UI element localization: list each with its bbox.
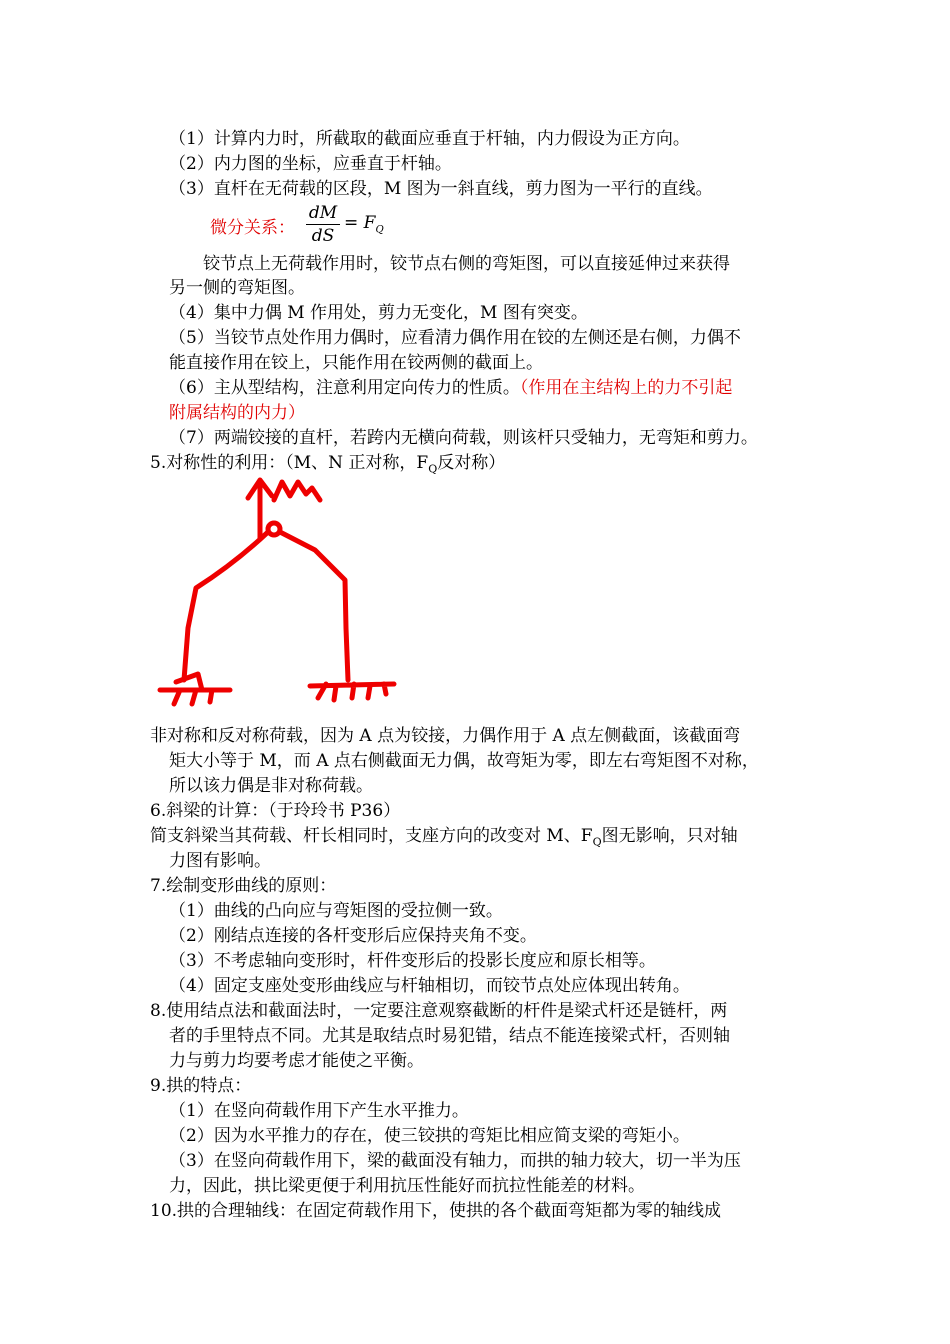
item-4: （4）集中力偶 M 作用处，剪力无变化，M 图有突变。 [169,303,588,323]
rule-1: （1）曲线的凸向应与弯矩图的受拉侧一致。 [169,901,503,921]
section-10-heading: 10.拱的合理轴线：在固定荷载作用下，使拱的各个截面弯矩都为零的轴线成 [150,1201,722,1221]
item-2: （2）内力图的坐标，应垂直于杆轴。 [169,154,452,174]
inclined-beam-1: 简支斜梁当其荷载、杆长相同时，支座方向的改变对 M、$F_Q$图无影响，只对轴 [150,826,738,849]
fraction-bar [306,224,340,225]
item-6-red-note: （作用在主结构上的力不引起 [519,378,733,398]
left-frame [184,532,268,680]
moment-symbol [248,480,320,538]
rule-2: （2）刚结点连接的各杆变形后应保持夹角不变。 [169,926,537,946]
formula-numerator: dM [308,203,338,223]
item-6a: （6）主从型结构，注意利用定向传力的性质。（作用在主结构上的力不引起 [169,378,733,398]
section-7-heading: 7.绘制变形曲线的原则： [150,876,337,896]
asym-load-1: 非对称和反对称荷载，因为 A 点为铰接，力偶作用于 A 点左侧截面，该截面弯 [150,726,741,746]
section-9-heading: 9.拱的特点： [150,1076,252,1096]
item-5b: 能直接作用在铰上，只能作用在铰两侧的截面上。 [169,353,543,373]
arch-feature-1: （1）在竖向荷载作用下产生水平推力。 [169,1101,469,1121]
item-7: （7）两端铰接的直杆，若跨内无横向荷载，则该杆只受轴力，无弯矩和剪力。 [169,428,758,448]
formula-label: 微分关系： [210,218,295,238]
right-frame [280,532,348,680]
hand-drawn-frame-sketch [140,468,410,718]
rule-3: （3）不考虑轴向变形时，杆件变形后的投影长度应和原长相等。 [169,951,656,971]
section-5-heading: 5.对称性的利用：（M、N 正对称，$F_Q$反对称） [150,453,506,476]
arch-feature-3a: （3）在竖向荷载作用下，梁的截面没有轴力，而拱的轴力较大，切一半为压 [169,1151,741,1171]
item-5a: （5）当铰节点处作用力偶时，应看清力偶作用在铰的左侧还是右侧，力偶不 [169,328,741,348]
arch-feature-2: （2）因为水平推力的存在，使三铰拱的弯矩比相应简支梁的弯矩小。 [169,1126,690,1146]
left-support [160,674,230,704]
asym-load-2: 矩大小等于 M，而 A 点右侧截面无力偶，故弯矩为零，即左右弯矩图不对称， [169,751,759,771]
hinge-note-2: 另一侧的弯矩图。 [169,278,305,298]
formula-denominator: dS [311,226,335,246]
item-1: （1）计算内力时，所截取的截面应垂直于杆轴，内力假设为正方向。 [169,129,690,149]
section-8-line-3: 力与剪力均要考虑才能使之平衡。 [169,1051,424,1071]
hinge-note-1: 铰节点上无荷载作用时，铰节点右侧的弯矩图，可以直接延伸过来获得 [203,254,730,274]
arch-feature-3b: 力，因此，拱比梁更便于利用抗压性能好而抗拉性能差的材料。 [169,1176,645,1196]
section-8-line-2: 者的手里特点不同。尤其是取结点时易犯错，结点不能连接梁式杆，否则轴 [169,1026,730,1046]
asym-load-3: 所以该力偶是非对称荷载。 [169,776,373,796]
right-support [310,684,394,700]
section-6-heading: 6.斜梁的计算：（于玲玲书 P36） [150,801,401,821]
formula-fraction [306,203,340,246]
item-3: （3）直杆在无荷载的区段，M 图为一斜直线，剪力图为一平行的直线。 [169,179,713,199]
rule-4: （4）固定支座处变形曲线应与杆轴相切，而铰节点处应体现出转角。 [169,976,690,996]
item-6b-red-note: 附属结构的内力） [169,403,305,423]
section-8-line-1: 8.使用结点法和截面法时，一定要注意观察截断的杆件是梁式杆还是链杆，两 [150,1001,728,1021]
formula-rhs: = $F_Q$ [344,213,384,236]
inclined-beam-2: 力图有影响。 [169,851,271,871]
